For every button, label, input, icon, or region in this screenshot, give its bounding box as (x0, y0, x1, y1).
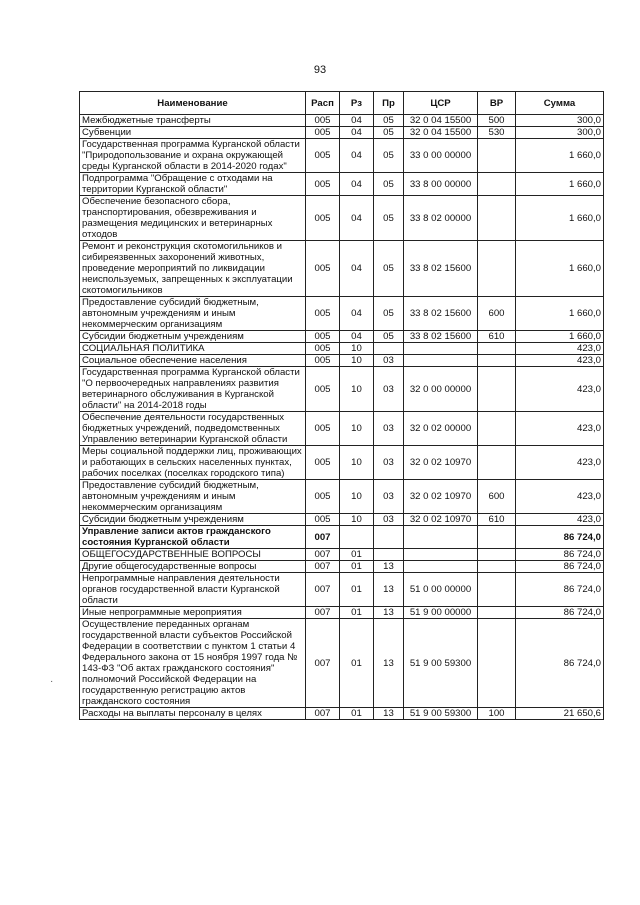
table-row (80, 619, 604, 708)
cell-rasp: 007 (306, 549, 340, 561)
cell-sum: 21 650,6 (516, 708, 604, 720)
cell-name: Субвенции (80, 127, 306, 139)
table-header-row (80, 92, 604, 115)
table-row (80, 297, 604, 331)
cell-pr: 05 (374, 115, 404, 127)
cell-vr: 600 (478, 297, 516, 331)
cell-name: Субсидии бюджетным учреждениям (80, 331, 306, 343)
cell-rz: 10 (340, 367, 374, 412)
cell-vr: 610 (478, 514, 516, 526)
budget-table (79, 91, 604, 720)
table-row (80, 412, 604, 446)
cell-rasp: 007 (306, 573, 340, 607)
cell-pr (374, 343, 404, 355)
cell-name: Субсидии бюджетным учреждениям (80, 514, 306, 526)
cell-name: СОЦИАЛЬНАЯ ПОЛИТИКА (80, 343, 306, 355)
header-rasp: Расп (306, 92, 340, 115)
cell-sum: 1 660,0 (516, 331, 604, 343)
cell-rz: 04 (340, 196, 374, 241)
cell-vr (478, 343, 516, 355)
cell-csr: 33 8 02 15600 (404, 241, 478, 297)
cell-rz: 10 (340, 355, 374, 367)
cell-name: Осуществление переданных органам государственной власти субъектов Российской Федерации в соответствии с пунктом 1 статьи 4 Федерального закона от 15 ноября 1997 года № 143-ФЗ "Об актах гражданского состояния" полномочий Российской Федерации на государственную регистрацию актов гражданского состояния (80, 619, 306, 708)
cell-rz: 04 (340, 241, 374, 297)
table-row (80, 526, 604, 549)
cell-vr (478, 573, 516, 607)
header-name: Наименование (80, 92, 306, 115)
cell-rasp: 005 (306, 446, 340, 480)
cell-name: Другие общегосударственные вопросы (80, 561, 306, 573)
table-row (80, 367, 604, 412)
cell-vr (478, 526, 516, 549)
cell-rz: 01 (340, 708, 374, 720)
cell-sum: 1 660,0 (516, 196, 604, 241)
cell-rz: 01 (340, 619, 374, 708)
cell-rz: 10 (340, 343, 374, 355)
cell-rasp: 005 (306, 196, 340, 241)
table-body (80, 115, 604, 720)
cell-pr: 13 (374, 607, 404, 619)
cell-csr: 33 0 00 00000 (404, 139, 478, 173)
cell-pr: 03 (374, 412, 404, 446)
cell-sum: 300,0 (516, 127, 604, 139)
cell-csr: 32 0 02 00000 (404, 412, 478, 446)
cell-vr (478, 367, 516, 412)
cell-csr: 51 0 00 00000 (404, 573, 478, 607)
cell-vr: 100 (478, 708, 516, 720)
cell-vr (478, 139, 516, 173)
cell-name: Социальное обеспечение населения (80, 355, 306, 367)
cell-name: Иные непрограммные мероприятия (80, 607, 306, 619)
cell-pr: 05 (374, 173, 404, 196)
header-csr: ЦСР (404, 92, 478, 115)
cell-rz: 04 (340, 297, 374, 331)
cell-pr: 13 (374, 619, 404, 708)
page-number: 93 (313, 64, 327, 76)
cell-sum: 86 724,0 (516, 573, 604, 607)
cell-sum: 423,0 (516, 355, 604, 367)
table-row (80, 173, 604, 196)
cell-sum: 423,0 (516, 343, 604, 355)
cell-vr (478, 561, 516, 573)
cell-rasp: 005 (306, 297, 340, 331)
table-row (80, 355, 604, 367)
cell-vr: 500 (478, 115, 516, 127)
cell-rasp: 005 (306, 412, 340, 446)
cell-rz: 04 (340, 127, 374, 139)
cell-sum: 1 660,0 (516, 173, 604, 196)
cell-pr: 05 (374, 139, 404, 173)
cell-rasp: 005 (306, 514, 340, 526)
cell-sum: 423,0 (516, 480, 604, 514)
cell-name: Предоставление субсидий бюджетным, автономным учреждениям и иным некоммерческим организациям (80, 480, 306, 514)
cell-name: Межбюджетные трансферты (80, 115, 306, 127)
header-vr: ВР (478, 92, 516, 115)
cell-rz: 10 (340, 446, 374, 480)
cell-vr (478, 412, 516, 446)
cell-sum: 1 660,0 (516, 139, 604, 173)
cell-csr (404, 355, 478, 367)
cell-pr: 13 (374, 573, 404, 607)
cell-pr: 05 (374, 196, 404, 241)
cell-csr: 32 0 00 00000 (404, 367, 478, 412)
cell-name: Расходы на выплаты персоналу в целях (80, 708, 306, 720)
cell-name: Предоставление субсидий бюджетным, автономным учреждениям и иным некоммерческим организациям (80, 297, 306, 331)
cell-name: Государственная программа Курганской области "О первоочередных направлениях развития ветеринарного обслуживания в Курганской области" на 2014-2018 годы (80, 367, 306, 412)
table-row (80, 446, 604, 480)
cell-sum: 86 724,0 (516, 549, 604, 561)
cell-sum: 86 724,0 (516, 526, 604, 549)
table-row (80, 708, 604, 720)
cell-rasp: 005 (306, 480, 340, 514)
cell-rz: 10 (340, 412, 374, 446)
cell-csr: 33 8 02 15600 (404, 331, 478, 343)
cell-sum: 86 724,0 (516, 607, 604, 619)
cell-pr: 05 (374, 127, 404, 139)
cell-name: Меры социальной поддержки лиц, проживающих и работающих в сельских населенных пунктах, рабочих поселках (поселках городского типа) (80, 446, 306, 480)
cell-csr: 51 9 00 59300 (404, 619, 478, 708)
table-row (80, 139, 604, 173)
margin-mark: · (50, 676, 54, 687)
cell-pr: 05 (374, 241, 404, 297)
cell-pr: 03 (374, 514, 404, 526)
cell-vr (478, 196, 516, 241)
cell-vr (478, 619, 516, 708)
cell-name: ОБЩЕГОСУДАРСТВЕННЫЕ ВОПРОСЫ (80, 549, 306, 561)
table-row (80, 549, 604, 561)
cell-name: Обеспечение деятельности государственных бюджетных учреждений, подведомственных Управлению ветеринарии Курганской области (80, 412, 306, 446)
cell-vr (478, 549, 516, 561)
table-row (80, 331, 604, 343)
cell-rz: 04 (340, 331, 374, 343)
cell-vr: 530 (478, 127, 516, 139)
table-row (80, 196, 604, 241)
cell-csr: 33 8 00 00000 (404, 173, 478, 196)
cell-pr: 13 (374, 561, 404, 573)
table-row (80, 514, 604, 526)
cell-rz: 01 (340, 607, 374, 619)
cell-sum: 300,0 (516, 115, 604, 127)
cell-rasp: 007 (306, 708, 340, 720)
cell-rasp: 005 (306, 173, 340, 196)
cell-vr (478, 355, 516, 367)
cell-pr: 03 (374, 480, 404, 514)
cell-rasp: 005 (306, 115, 340, 127)
cell-csr: 51 9 00 00000 (404, 607, 478, 619)
cell-pr: 13 (374, 708, 404, 720)
table-row (80, 480, 604, 514)
cell-sum: 86 724,0 (516, 561, 604, 573)
header-rz: Рз (340, 92, 374, 115)
cell-pr: 03 (374, 367, 404, 412)
cell-rz (340, 526, 374, 549)
cell-rz: 04 (340, 115, 374, 127)
cell-csr: 33 8 02 15600 (404, 297, 478, 331)
cell-csr: 51 9 00 59300 (404, 708, 478, 720)
cell-rasp: 005 (306, 331, 340, 343)
cell-csr (404, 549, 478, 561)
cell-sum: 423,0 (516, 412, 604, 446)
cell-vr (478, 446, 516, 480)
cell-sum: 1 660,0 (516, 241, 604, 297)
cell-csr: 32 0 02 10970 (404, 514, 478, 526)
cell-name: Непрограммные направления деятельности органов государственной власти Курганской области (80, 573, 306, 607)
cell-rasp: 005 (306, 127, 340, 139)
cell-sum: 1 660,0 (516, 297, 604, 331)
table-row (80, 241, 604, 297)
cell-pr: 05 (374, 297, 404, 331)
cell-name: Государственная программа Курганской области "Природопользование и охрана окружающей среды Курганской области в 2014-2020 годах" (80, 139, 306, 173)
cell-csr (404, 561, 478, 573)
cell-pr: 03 (374, 446, 404, 480)
cell-pr (374, 526, 404, 549)
cell-rz: 04 (340, 139, 374, 173)
cell-vr (478, 607, 516, 619)
cell-csr: 32 0 04 15500 (404, 115, 478, 127)
cell-vr: 600 (478, 480, 516, 514)
cell-vr (478, 173, 516, 196)
cell-rasp: 007 (306, 607, 340, 619)
cell-name: Ремонт и реконструкция скотомогильников и сибиреязвенных захоронений животных, проведение мероприятий по ликвидации неиспользуемых, запрещенных к эксплуатации скотомогильников (80, 241, 306, 297)
cell-rasp: 005 (306, 355, 340, 367)
cell-pr (374, 549, 404, 561)
cell-rz: 10 (340, 514, 374, 526)
table-row (80, 561, 604, 573)
cell-sum: 423,0 (516, 367, 604, 412)
cell-vr (478, 241, 516, 297)
cell-vr: 610 (478, 331, 516, 343)
cell-csr (404, 526, 478, 549)
cell-rasp: 005 (306, 139, 340, 173)
cell-csr: 33 8 02 00000 (404, 196, 478, 241)
table-row (80, 343, 604, 355)
cell-rasp: 005 (306, 241, 340, 297)
table-row (80, 115, 604, 127)
table-row (80, 127, 604, 139)
cell-rz: 01 (340, 561, 374, 573)
cell-csr: 32 0 04 15500 (404, 127, 478, 139)
header-pr: Пр (374, 92, 404, 115)
cell-sum: 423,0 (516, 446, 604, 480)
cell-rz: 01 (340, 549, 374, 561)
cell-pr: 03 (374, 355, 404, 367)
cell-rasp: 005 (306, 343, 340, 355)
cell-name: Подпрограмма "Обращение с отходами на территории Курганской области" (80, 173, 306, 196)
table-row (80, 607, 604, 619)
cell-csr: 32 0 02 10970 (404, 446, 478, 480)
cell-rasp: 007 (306, 526, 340, 549)
cell-rz: 01 (340, 573, 374, 607)
cell-rz: 10 (340, 480, 374, 514)
cell-name: Управление записи актов гражданского состояния Курганской области (80, 526, 306, 549)
table-row (80, 573, 604, 607)
cell-rasp: 007 (306, 619, 340, 708)
cell-sum: 86 724,0 (516, 619, 604, 708)
cell-rasp: 005 (306, 367, 340, 412)
cell-name: Обеспечение безопасного сбора, транспортирования, обезвреживания и размещения медицинских и ветеринарных отходов (80, 196, 306, 241)
cell-sum: 423,0 (516, 514, 604, 526)
cell-pr: 05 (374, 331, 404, 343)
header-sum: Сумма (516, 92, 604, 115)
cell-csr: 32 0 02 10970 (404, 480, 478, 514)
cell-rasp: 007 (306, 561, 340, 573)
cell-rz: 04 (340, 173, 374, 196)
cell-csr (404, 343, 478, 355)
